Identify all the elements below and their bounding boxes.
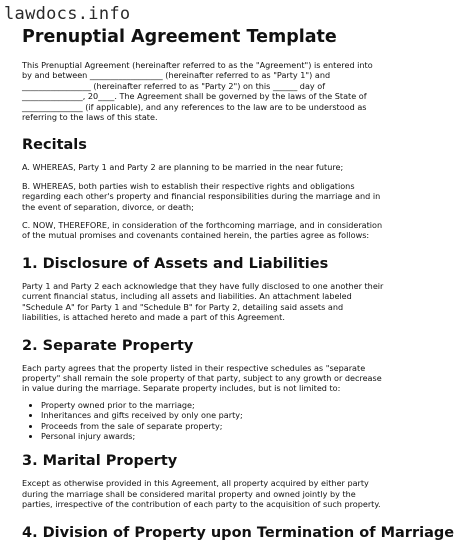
site-watermark: lawdocs.info: [4, 4, 131, 24]
separate-property-list: [22, 400, 384, 442]
list-item: • Proceeds from the sale of separate property;: [41, 421, 384, 431]
section-3-body: Except as otherwise provided in this Agreement, all property acquired by either party during the marriage shall be considered marital property and owned jointly by the parties, irrespective of the contribution of each party to the acquisition of such property.: [22, 478, 381, 510]
recital-c: C. NOW, THEREFORE, in consideration of the forthcoming marriage, and in consideration of the mutual promises and covenants contained herein, the parties agree as follows:: [22, 220, 383, 241]
section-4-heading: 4. Division of Property upon Termination of Marriage: [22, 524, 454, 541]
recital-b: B. WHEREAS, both parties wish to establish their respective rights and obligations regarding each other's property and financial responsibilities during the marriage and in the event of separation, divorce, or death;: [22, 180, 381, 212]
recital-a: A. WHEREAS, Party 1 and Party 2 are planning to be married in the near future;: [22, 162, 344, 173]
document-body: [22, 26, 454, 550]
list-item: • Property owned prior to the marriage;: [41, 400, 384, 410]
section-2-body: Each party agrees that the property listed in their respective schedules as "separate property" shall remain the sole property of that party, subject to any growth or decrease in value during the marriage. Separate property includes, but is not limited to:: [22, 362, 382, 394]
section-1-body: Party 1 and Party 2 each acknowledge that they have fully disclosed to one another their current financial status, including all assets and liabilities. An attachment labeled "Schedule A" for Party 1 and "Schedule B" for Party 2, detailing said assets and liabilities, is attached hereto and made a part of this Agreement.: [22, 280, 384, 323]
section-1-heading: 1. Disclosure of Assets and Liabilities: [22, 255, 329, 272]
list-item: • Inheritances and gifts received by only one party;: [41, 410, 384, 420]
section-3-heading: 3. Marital Property: [22, 453, 178, 470]
document-title: Prenuptial Agreement Template: [22, 27, 337, 47]
list-item: • Personal injury awards;: [41, 431, 384, 441]
section-2-heading: 2. Separate Property: [22, 337, 194, 354]
intro-paragraph: This Prenuptial Agreement (hereinafter referred to as the "Agreement") is entered into by and between __________________ (hereinafter referred to as "Party 1") and _________________ (hereinafter referred to as "Party 2") on this ______ day of _______________, 20____. The Agreement shall be governed by the laws of the State of _______________ (if applicable), and any references to the law are to be understood as referring to the laws of this state.: [22, 60, 373, 123]
recitals-heading: Recitals: [22, 137, 87, 154]
